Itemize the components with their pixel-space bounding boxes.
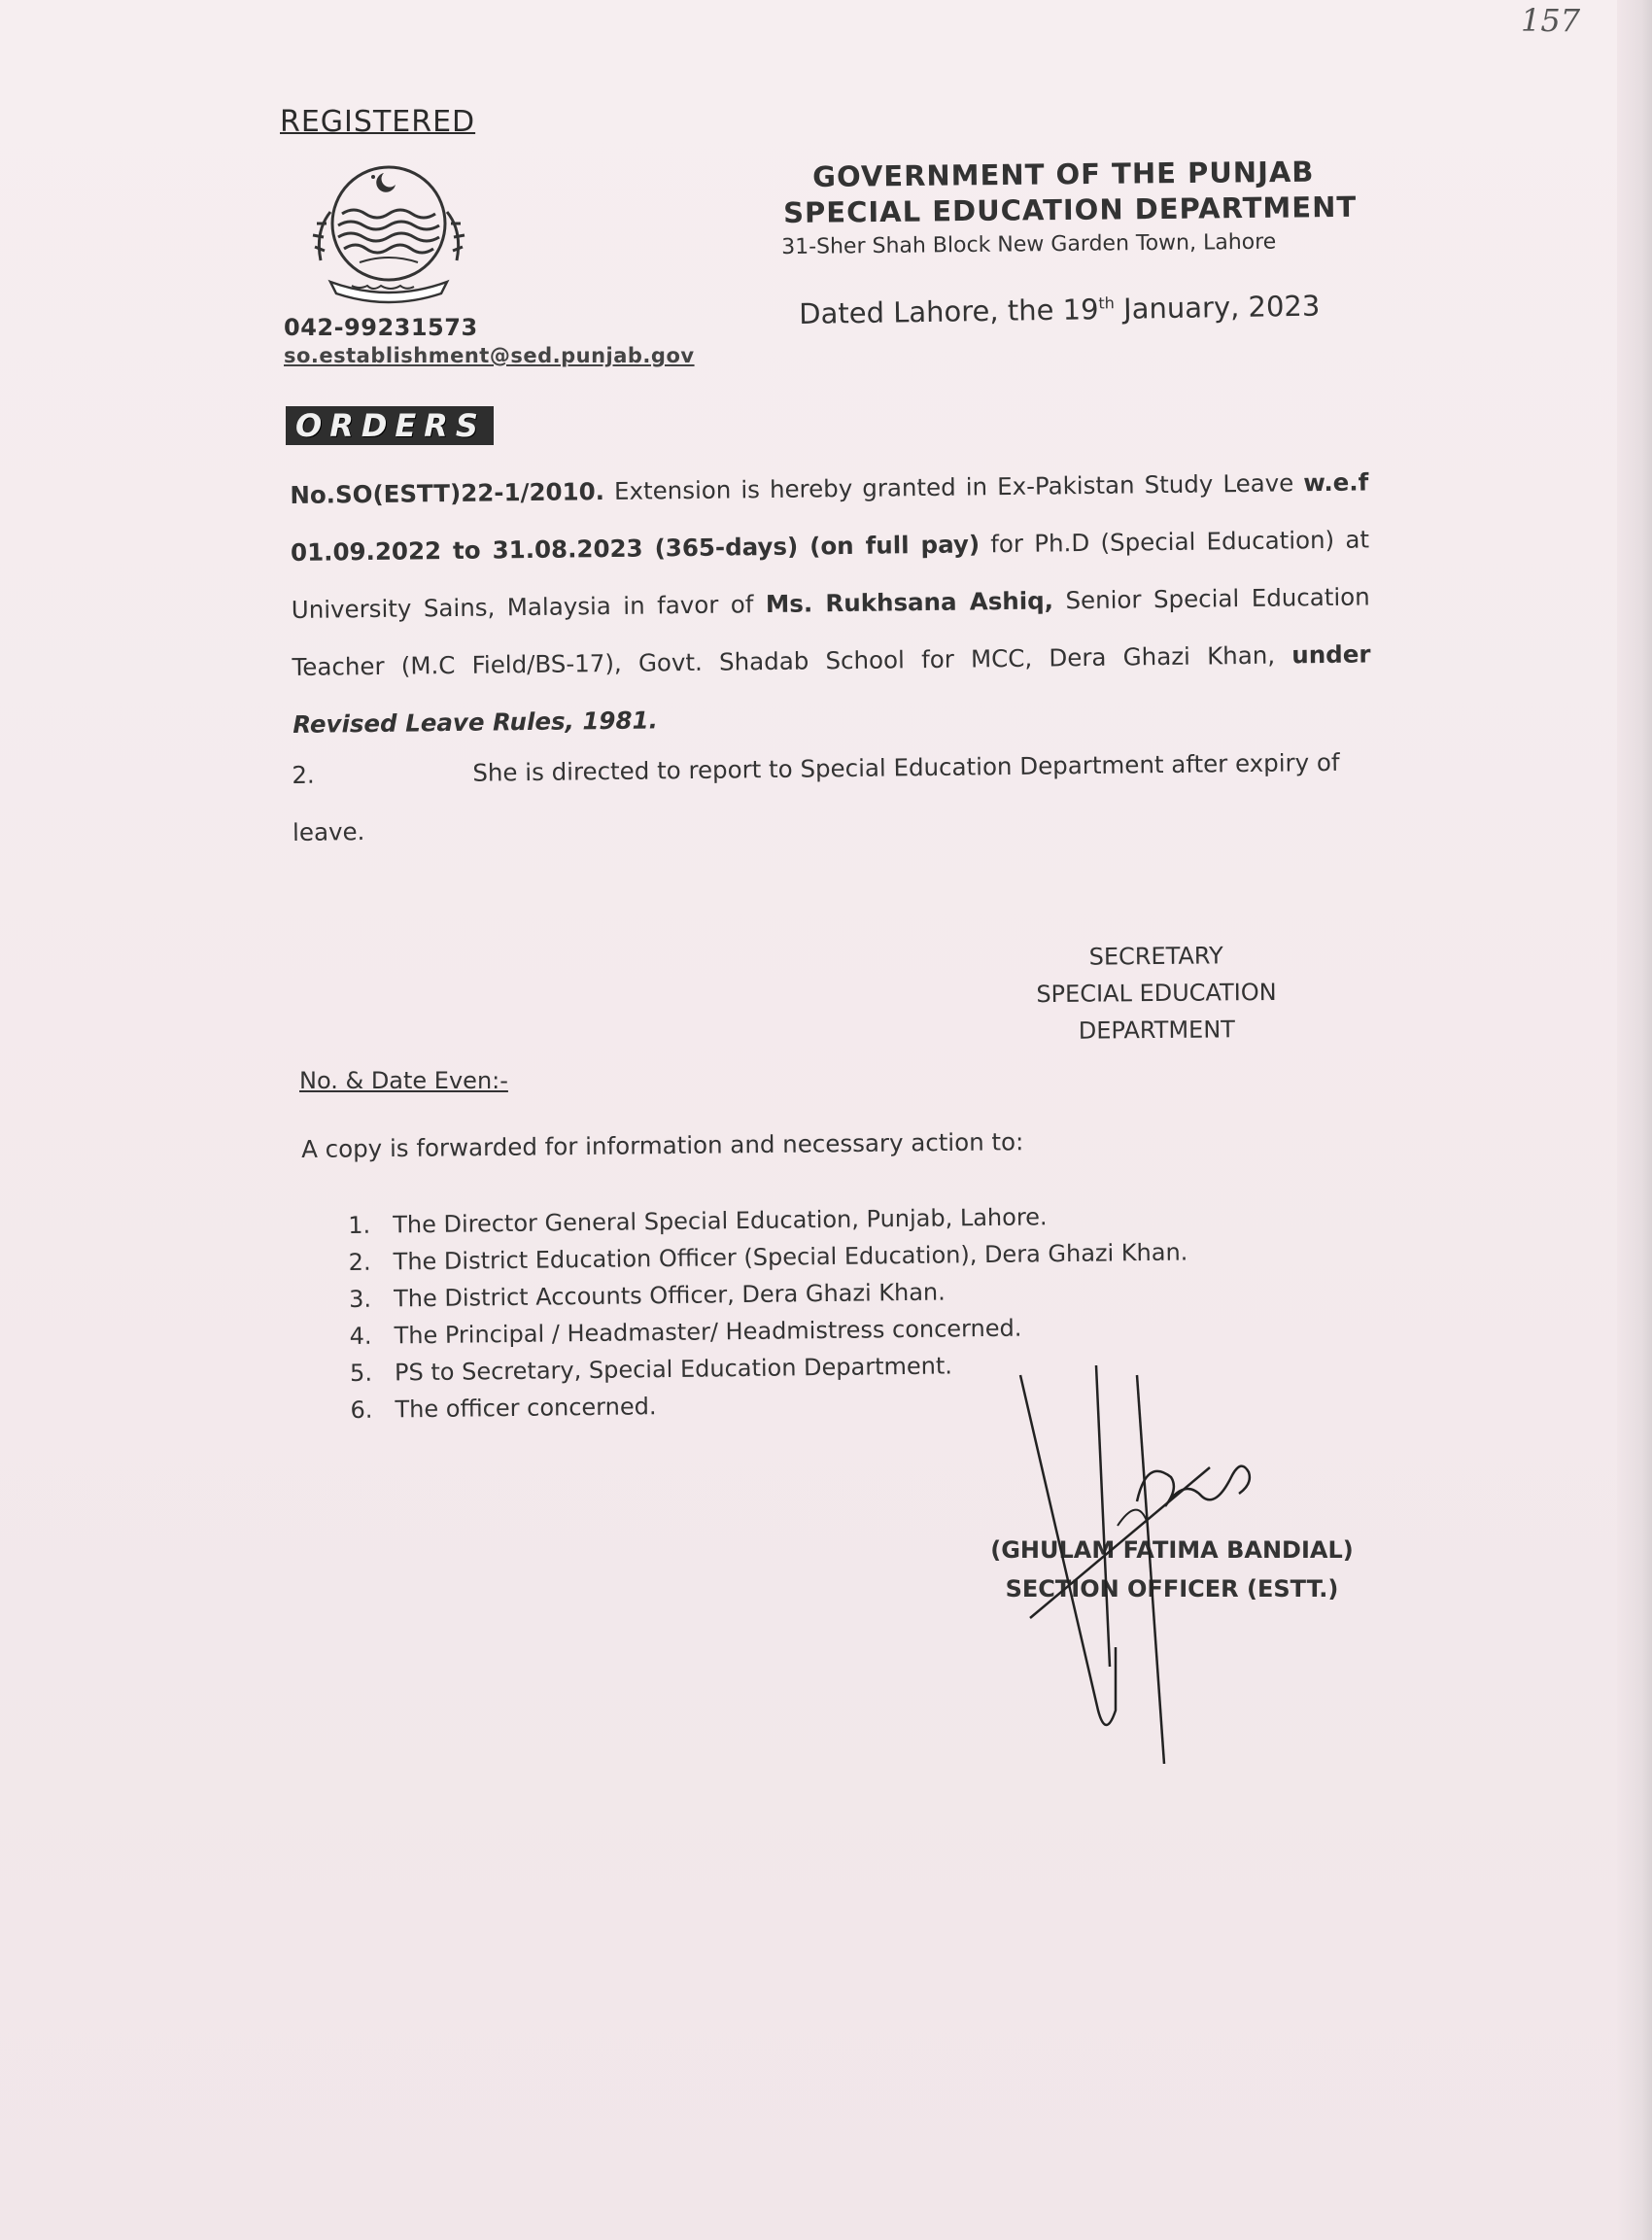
list-item-number: 5. bbox=[349, 1359, 373, 1387]
secretary-line-2: SPECIAL EDUCATION bbox=[1036, 978, 1277, 1009]
date-prefix: Dated Lahore, the 19 bbox=[799, 293, 1099, 330]
order-text-3: Senior Special Education Teacher (M.C Field/BS-17), Govt. Shadab School for MCC, Dera Ghazi Khan, bbox=[292, 582, 1370, 681]
under-label: under bbox=[1291, 639, 1371, 670]
order-text-1: Extension is hereby granted in Ex-Pakistan Study Leave bbox=[603, 468, 1304, 506]
signatory-title: SECTION OFFICER (ESTT.) bbox=[1005, 1575, 1339, 1602]
leave-rules: Revised Leave Rules, 1981. bbox=[293, 706, 659, 739]
registered-label: REGISTERED bbox=[280, 105, 476, 139]
order-reference: No.SO(ESTT)22-1/2010. bbox=[290, 477, 605, 509]
list-item-text: The Director General Special Education, Punjab, Lahore. bbox=[393, 1203, 1048, 1239]
list-item-number: 3. bbox=[348, 1285, 372, 1313]
orders-banner: ORDERS bbox=[286, 406, 494, 445]
government-heading: GOVERNMENT OF THE PUNJAB bbox=[812, 155, 1315, 193]
paragraph-2 bbox=[292, 733, 1371, 861]
list-item-text: The District Accounts Officer, Dera Ghazi Khan. bbox=[393, 1278, 946, 1313]
list-item-text: The Principal / Headmaster/ Headmistress concerned. bbox=[394, 1314, 1022, 1350]
punjab-government-emblem-icon bbox=[292, 154, 486, 309]
leave-period: w.e.f 01.09.2022 to 31.08.2023 (365-days) (on full pay) bbox=[290, 467, 1369, 567]
paragraph-number: 2. bbox=[292, 760, 315, 789]
page-edge-shadow bbox=[1617, 0, 1652, 2240]
date-rest: January, 2023 bbox=[1114, 289, 1321, 326]
list-item-text: The District Education Officer (Special Education), Dera Ghazi Khan. bbox=[393, 1238, 1188, 1276]
list-item-number: 6. bbox=[350, 1396, 373, 1424]
department-heading: SPECIAL EDUCATION DEPARTMENT bbox=[783, 190, 1358, 229]
date-ordinal: th bbox=[1098, 293, 1115, 313]
list-item-number: 2. bbox=[348, 1248, 371, 1276]
order-paragraph bbox=[290, 453, 1372, 753]
secretary-line-1: SECRETARY bbox=[1088, 942, 1223, 971]
signatory-name: (GHULAM FATIMA BANDIAL) bbox=[990, 1536, 1354, 1564]
department-address: 31-Sher Shah Block New Garden Town, Lahore bbox=[781, 229, 1277, 259]
list-item-text: PS to Secretary, Special Education Department. bbox=[394, 1352, 953, 1387]
list-item-number: 1. bbox=[348, 1211, 371, 1239]
paragraph-2-text: She is directed to report to Special Education Department after expiry of leave. bbox=[292, 747, 1340, 846]
list-item-number: 4. bbox=[349, 1322, 372, 1350]
phone-number: 042-99231573 bbox=[284, 314, 478, 341]
handwritten-page-number: 157 bbox=[1521, 2, 1581, 39]
handwritten-signature-icon bbox=[1001, 1356, 1312, 1764]
copy-forwarded-text: A copy is forwarded for information and necessary action to: bbox=[301, 1127, 1024, 1163]
list-item-text: The officer concerned. bbox=[395, 1393, 657, 1424]
secretary-line-3: DEPARTMENT bbox=[1078, 1016, 1235, 1045]
email-address: so.establishment@sed.punjab.gov bbox=[284, 344, 695, 367]
order-text-2: for Ph.D (Special Education) at University Sains, Malaysia in favor of bbox=[291, 525, 1370, 624]
no-date-even: No. & Date Even:- bbox=[299, 1067, 508, 1094]
secretary-block bbox=[981, 936, 1332, 1050]
employee-name: Ms. Rukhsana Ashiq, bbox=[765, 586, 1054, 619]
